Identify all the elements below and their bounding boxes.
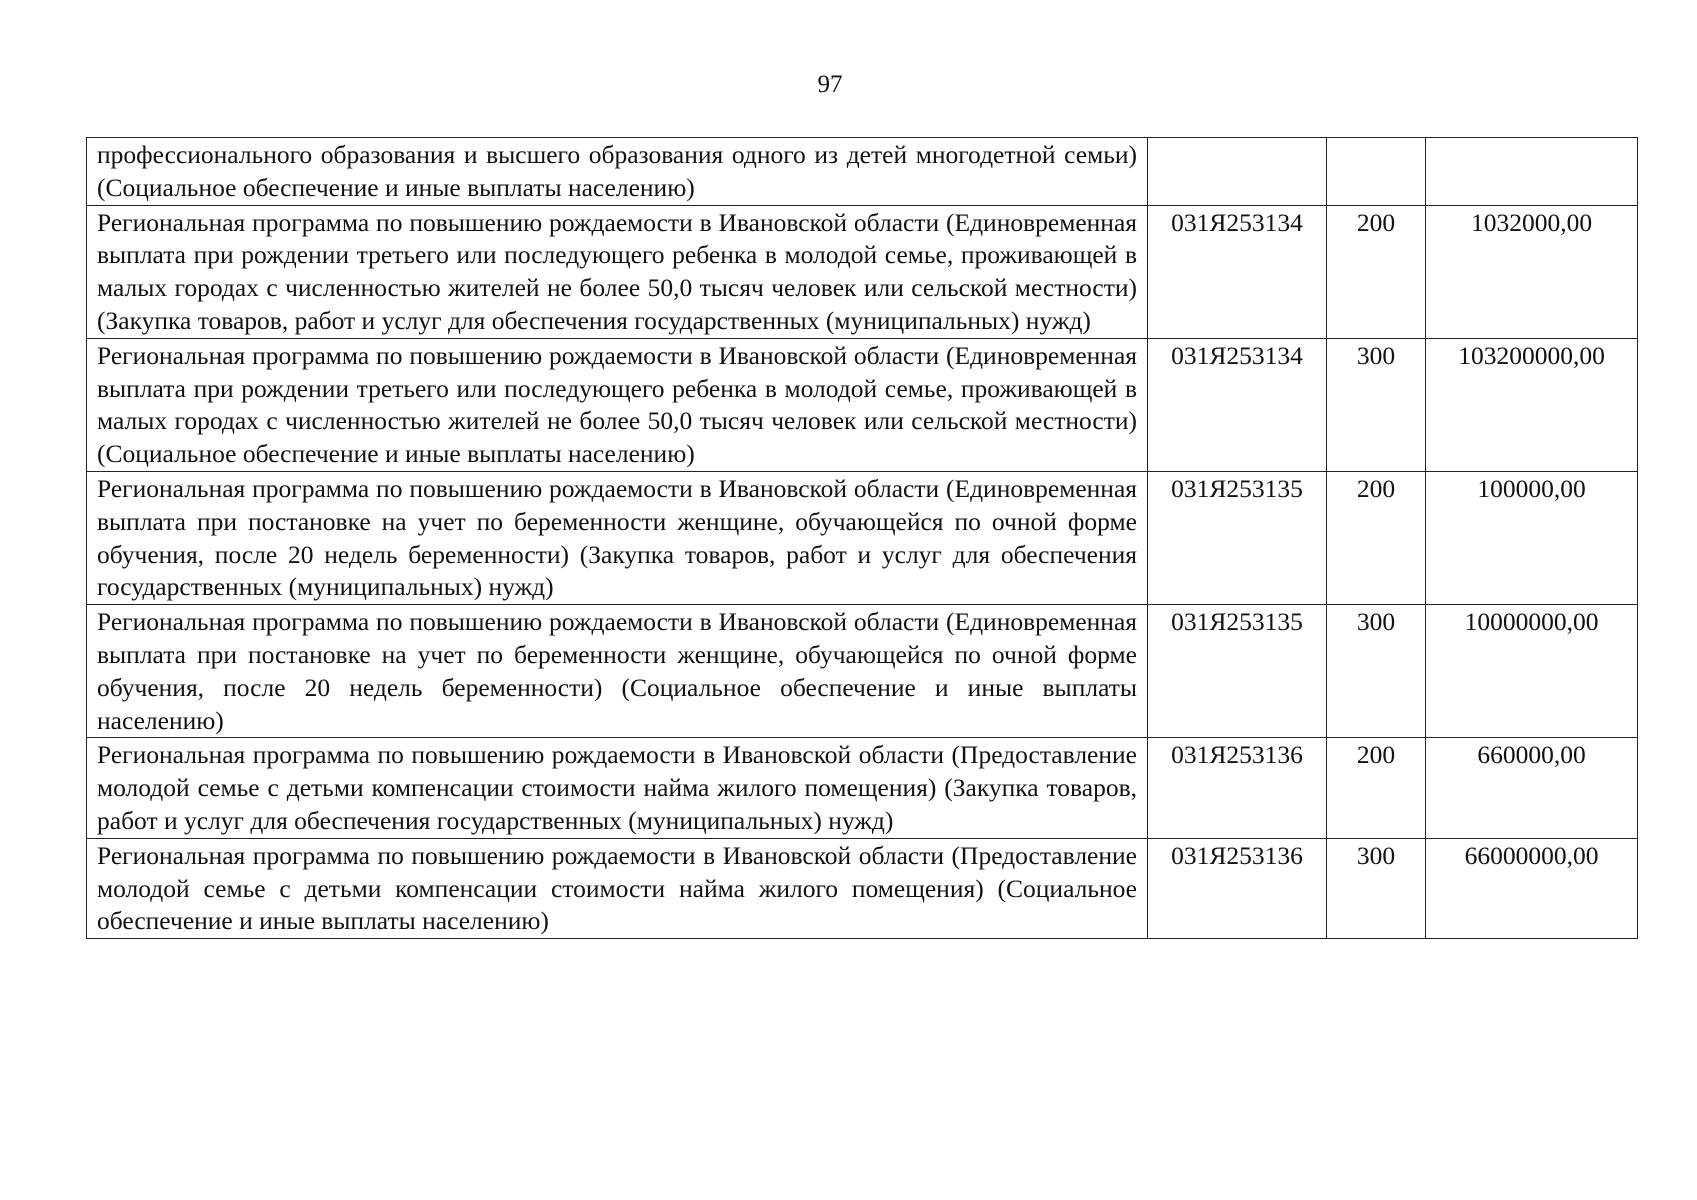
type-text: 200	[1356, 207, 1396, 237]
type-cell	[1327, 605, 1426, 738]
table-row	[87, 338, 1638, 471]
code-cell	[1148, 738, 1327, 838]
type-text: 200	[1356, 473, 1396, 503]
description-cell	[87, 138, 1148, 206]
description-cell	[87, 338, 1148, 471]
table-row	[87, 738, 1638, 838]
code-text: 031Я253135	[1171, 607, 1303, 637]
page-number: 97	[817, 71, 843, 98]
description-text: Региональная программа по повышению рождаемости в Ивановской области (Единовременная выплата при постановке на учет по беременности женщине, обучающейся по очной форме обучения, после 20 недель беременности) (Закупка товаров, работ и услуг для обеспечения государственных (муниципальных) нужд)	[97, 473, 1137, 602]
code-text	[1148, 138, 1326, 139]
amount-cell	[1426, 605, 1638, 738]
amount-text: 66000000,00	[1464, 840, 1599, 870]
type-text: 200	[1356, 740, 1396, 770]
code-cell	[1148, 338, 1327, 471]
amount-cell	[1426, 738, 1638, 838]
table-row	[87, 471, 1638, 604]
description-text: Региональная программа по повышению рождаемости в Ивановской области (Предоставление молодой семье с детьми компенсации стоимости найма жилого помещения) (Закупка товаров, работ и услуг для обеспечения государственных (муниципальных) нужд)	[97, 740, 1137, 835]
description-cell	[87, 738, 1148, 838]
amount-text: 103200000,00	[1458, 340, 1605, 370]
description-text: Региональная программа по повышению рождаемости в Ивановской области (Единовременная выплата при постановке на учет по беременности женщине, обучающейся по очной форме обучения, после 20 недель беременности) (Социальное обеспечение и иные выплаты населению)	[97, 607, 1137, 735]
description-cell	[87, 471, 1148, 604]
type-cell	[1327, 338, 1426, 471]
type-text: 300	[1356, 340, 1396, 370]
code-cell	[1148, 205, 1327, 338]
type-cell	[1327, 738, 1426, 838]
budget-table-body	[87, 138, 1638, 939]
description-cell	[87, 205, 1148, 338]
amount-text: 660000,00	[1477, 740, 1586, 770]
code-cell	[1148, 605, 1327, 738]
type-text	[1327, 138, 1425, 139]
description-cell	[87, 605, 1148, 738]
code-cell	[1148, 138, 1327, 206]
amount-cell	[1426, 838, 1638, 938]
table-row	[87, 138, 1638, 206]
amount-text: 10000000,00	[1464, 607, 1599, 637]
description-text: профессионального образования и высшего образования одного из детей многодетной семьи) (Социальное обеспечение и иные выплаты населению)	[97, 140, 1137, 202]
amount-text	[1426, 138, 1637, 139]
amount-cell	[1426, 138, 1638, 206]
code-text: 031Я253135	[1171, 473, 1303, 503]
table-row	[87, 205, 1638, 338]
amount-text: 1032000,00	[1470, 207, 1593, 237]
type-cell	[1327, 138, 1426, 206]
type-text: 300	[1356, 840, 1396, 870]
description-text: Региональная программа по повышению рождаемости в Ивановской области (Единовременная выплата при рождении третьего или последующего ребенка в молодой семье, проживающей в малых городах с численностью жителей не более 50,0 тысяч человек или сельской местности) (Социальное обеспечение и иные выплаты населению)	[97, 340, 1137, 469]
description-cell	[87, 838, 1148, 938]
code-text: 031Я253134	[1171, 207, 1303, 237]
budget-table	[86, 137, 1638, 939]
amount-text: 100000,00	[1477, 473, 1586, 503]
table-row	[87, 605, 1638, 738]
type-text: 300	[1356, 607, 1396, 637]
code-text: 031Я253136	[1171, 840, 1303, 870]
code-cell	[1148, 838, 1327, 938]
type-cell	[1327, 838, 1426, 938]
code-cell	[1148, 471, 1327, 604]
description-text: Региональная программа по повышению рождаемости в Ивановской области (Единовременная выплата при рождении третьего или последующего ребенка в молодой семье, проживающей в малых городах с численностью жителей не более 50,0 тысяч человек или сельской местности) (Закупка товаров, работ и услуг для обеспечения государственных (муниципальных) нужд)	[97, 207, 1137, 335]
amount-cell	[1426, 205, 1638, 338]
amount-cell	[1426, 471, 1638, 604]
amount-cell	[1426, 338, 1638, 471]
type-cell	[1327, 205, 1426, 338]
code-text: 031Я253136	[1171, 740, 1303, 770]
description-text: Региональная программа по повышению рождаемости в Ивановской области (Предоставление молодой семье с детьми компенсации стоимости найма жилого помещения) (Социальное обеспечение и иные выплаты населению)	[97, 840, 1137, 936]
code-text: 031Я253134	[1171, 340, 1303, 370]
type-cell	[1327, 471, 1426, 604]
table-row	[87, 838, 1638, 938]
